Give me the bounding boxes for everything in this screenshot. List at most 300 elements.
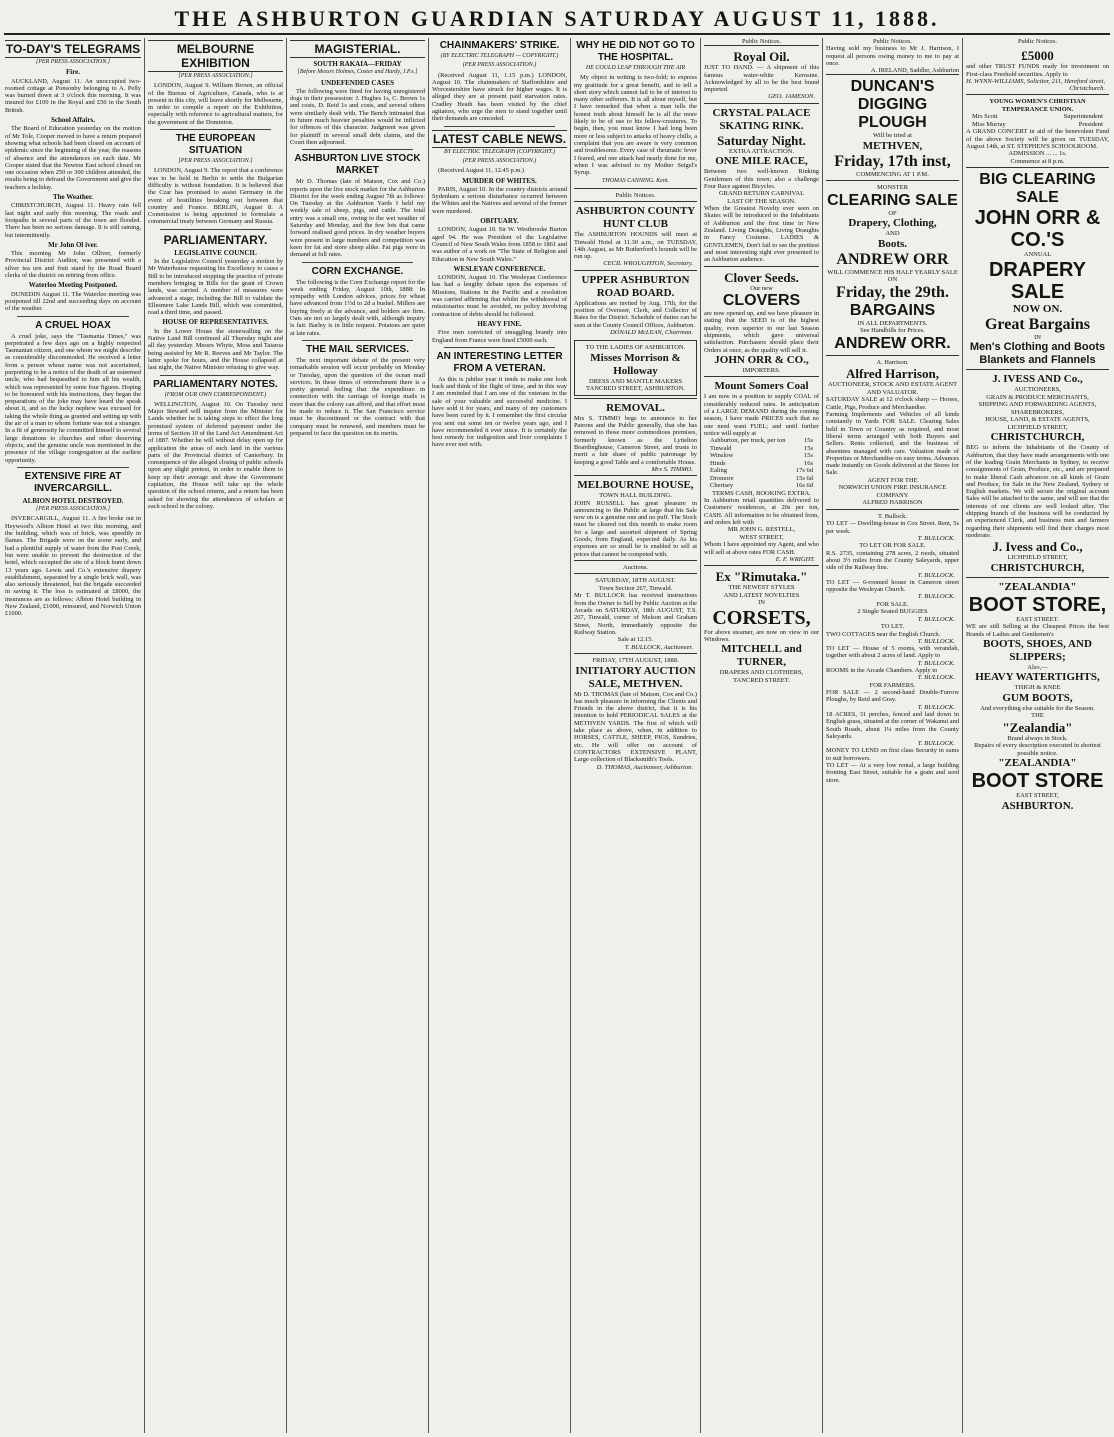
saturday-sale-place: Town Section 267, Tinwald. (598, 584, 673, 592)
wesleyan-text: LONDON, August 10. The Wesleyan Conference has had a lengthy debate upon the expenses of Missions, Stations in the Pacific and a resolution was carried affirming that whilst the withdrawal of missionaries must be avoided, no policy involving contraction of debts should be followed. (432, 274, 567, 318)
coal-rate-place: Hinds (710, 459, 726, 467)
ladies-ad (574, 340, 697, 396)
hospital-text: My object in writing is two-fold; to express my gratitude for a great benefit, and to tell a short story which cannot fail to be of interest to many other sufferers. It is all about myself, but I have remarked that when a man tells the honest truth about himself he is all the more likely to be of use to his fellow-creatures. To begin, then, you must know I had long been more or less subject to attacks of heavy chills, a complaint that you are aware is very common and troublesome. Every case of rheumatic fever I feared, and one attack had nearly done for me, when I was advised to try Mother Seigel's Syrup. (574, 74, 697, 177)
royal-oil-ad (704, 45, 819, 102)
now-on: NOW ON. (1012, 302, 1063, 315)
handbills: See Handbills for Prices. (860, 327, 925, 335)
coal-rate-price: 15s (803, 437, 813, 445)
trust-funds-ad (966, 45, 1109, 94)
boots-label: Boots. (877, 237, 908, 250)
lend-text: and other TRUST FUNDS ready for investment on First-class Freehold securities. Apply to (966, 63, 1109, 78)
hunt-ad (574, 201, 697, 269)
cottages: TWO COTTAGES near the English Church. (826, 630, 941, 638)
wesleyan-head: WESLEYAN CONFERENCE. (453, 264, 546, 273)
strike-sub: (BY ELECTRIC TELEGRAPH — COPYRIGHT.) (440, 53, 559, 59)
plough-ad (826, 74, 959, 180)
saturday-night: Saturday Night. (717, 132, 806, 148)
heavy-fine-text: Five men convicted of smuggling brandy into England from France were fined £5000 each. (432, 329, 567, 344)
ploughs-text: FOR SALE — 2 second-hand Double-Furrow Ploughs, by Reid and Gray. (826, 689, 959, 704)
magisterial-bench: [Before Messrs Holmes, Coster and Hardy, J.P.s.] (297, 69, 418, 76)
coal-rate-row (704, 445, 819, 453)
corn-title: CORN EXCHANGE. (311, 265, 404, 277)
orr-annual-ad (966, 167, 1109, 369)
friday-sale-title: INITIATORY AUCTION SALE, METHVEN. (575, 664, 696, 690)
hunt-title: ASHBURTON COUNTY HUNT CLUB (575, 205, 696, 231)
olliver-head: Mr John Ol iver. (48, 240, 98, 249)
column-7 (822, 38, 962, 1433)
ashburton: ASHBURTON. (1001, 799, 1074, 812)
bullock-signature: T. BULLOCK. (917, 534, 955, 542)
blankets-flannels: Blankets and Flannels (979, 354, 1096, 367)
coal-rate-place: Winslow (710, 452, 734, 460)
royal-oil-title: Royal Oil. (733, 49, 790, 65)
notices-label: Public Notices. (741, 38, 782, 45)
coal-rate-row (704, 460, 819, 468)
clover-title: Clover Seeds. (724, 269, 799, 285)
corsets-heading: CORSETS, (712, 606, 811, 629)
fire-text: AUCKLAND, August 11. An unoccupied two-roomed cottage at Ponsonby belonging to A. Pelly was burned down at 3 o'clock this morning. It was insured for £100 in the Royal and £50 in the South British. (5, 77, 141, 114)
hospital-signature: THOMAS CANNING. Kent. (601, 178, 669, 185)
tancred-street: TANCRED STREET. (733, 676, 790, 684)
telegrams-title: TO-DAY'S TELEGRAMS (5, 42, 141, 56)
officers-list (966, 113, 1109, 128)
clover-text: are now opened up, and we have pleasure in stating that the SEED is of the highest quality, even superior to our last Season shipments, which gave universal satisfaction. Purchasers should place their Orders at once, as the quality will sell it. (704, 310, 819, 354)
inver-fire-title: EXTENSIVE FIRE AT INVERCARGILL. (24, 470, 122, 494)
let-dwelling: TO LET — Dwelling-house in Cox Street. Rent, 5s per week. (826, 520, 959, 535)
harrison-ad (826, 355, 959, 509)
olliver-text: This morning Mr John Olliver, formerly Provincial District Auditor, was presented with a silver tea urn and fruit stand by the Road Board clerks of the district on retiring from office. (5, 250, 141, 280)
monster: MONSTER (876, 184, 909, 192)
coal-rate-row (704, 452, 819, 460)
melbourne-house-text: JOHN RUSSELL has great pleasure in announcing to the Public at large that his Sale now on is a genuine one and no puff. The Stock must be cleared out this month to make room for a large and assorted shipment of Spring Goods, from England, expected daily. As his expenses are so small he is enabled to sell at prices that cannot be competed with. (574, 499, 697, 558)
grand-carnival: GRAND RETURN CARNIVAL (718, 190, 805, 198)
terms-text: In Ashburton retail quantities delivered to Customers' residences, at 20s per ton, CASH. All information to be obtained from, and orders left with (704, 497, 819, 526)
all-departments: IN ALL DEPARTMENTS. (857, 319, 928, 327)
hospital-title: WHY HE DID NOT GO TO THE HOSPITAL. (576, 40, 695, 63)
latest-received: (Received August 11, 12.45 p.m.) (438, 167, 525, 175)
coal-rate-price: 16s 6d (795, 482, 813, 490)
melbourne-house-ad (574, 475, 697, 560)
officer-role: President (1078, 120, 1103, 128)
waterloo-text: DUNEDIN August 11. The Waterloo meeting was postponed till 22nd and succeeding days on account of the weather. (5, 290, 141, 313)
west-street: WEST STREET, (739, 533, 784, 541)
ivess-name: J. IVESS AND Co., (992, 373, 1083, 386)
ivess-service-line: LICHFIELD STREET, (1007, 423, 1068, 431)
council-head: LEGISLATIVE COUNCIL (174, 248, 257, 257)
telegrams-source: [PER PRESS ASSOCIATION.] (35, 59, 111, 65)
terms-cash: TERMS CASH, BOOKING EXTRA. (712, 489, 811, 497)
officer-row (966, 121, 1109, 129)
friday-sale-ad (574, 653, 697, 773)
column-4 (428, 38, 570, 1433)
commencing-time: COMMENCING AT 1 P.M. (856, 170, 929, 178)
bullock-signature: T. BULLOCK. (917, 674, 955, 682)
road-board-text: Applications are invited by Aug. 17th, for the position of Overseer, Clerk, and Collector of Rates for the District. Schedule of duties can be seen at the County Council Offices, Ashburton. (574, 299, 697, 329)
ivess-services (966, 394, 1109, 432)
column-8 (962, 38, 1112, 1433)
coal-rates-table (704, 437, 819, 490)
repairs-text: Repairs of every description executed in shortest possible notice. (974, 742, 1101, 757)
christchurch: CHRISTCHURCH, (990, 431, 1085, 444)
notices-label: Public Notices. (1017, 38, 1058, 45)
one-mile-race: ONE MILE RACE, (715, 155, 808, 168)
road-board-ad (574, 270, 697, 338)
coal-rate-price: 16s (803, 459, 813, 467)
separator (302, 340, 413, 341)
albion-source: [PER PRESS ASSOCIATION.] (35, 506, 111, 513)
farming-text: Farming Implements and Vehicles of all kinds constantly in Yards FOR SALE. Clearing Sales held in Town or Country as required, and most liberal terms arranged with both Buyers and Sellers. Rents collected, and the business of absentees managed with care. Valuation made of Properties or Merchandise on easy terms. Advances made instantly on Goods delivered at the Stores for Sale. (826, 411, 959, 477)
friday-29th: Friday, the 29th. (836, 283, 949, 301)
clovers-heading: CLOVERS (722, 292, 801, 310)
bargains: BARGAINS (849, 301, 936, 319)
rimutaka-ad (704, 565, 819, 686)
corsets-text: For above steamer, are now on view in our Windows. (704, 628, 819, 643)
magisterial-sub: SOUTH RAKAIA—FRIDAY (313, 60, 402, 68)
mount-somers-coal-ad (704, 376, 819, 565)
latest-cable-title: LATEST CABLE NEWS. (432, 131, 567, 146)
mount-somers-title: Mount Somers Coal (714, 380, 809, 393)
boot-store: BOOT STORE, (968, 593, 1107, 616)
coal-rate-place: Ealing (710, 467, 727, 475)
ladies-address: TANCRED STREET, ASHBURTON. (586, 385, 685, 393)
separator (160, 229, 271, 230)
clearing-sale: CLEARING SALE (827, 191, 958, 209)
the-label: THE (1031, 712, 1044, 720)
fire-head: Fire. (65, 68, 81, 77)
east-street: EAST STREET. (1016, 615, 1059, 623)
heavy-fine-head: HEAVY FINE. (477, 319, 522, 328)
house-text: In the Lower House the stonewalling on the Native Land Bill continued all Thursday night and all day yesterday. Messrs Whyte, Moss and Taiaroa being assisted by Mr R. Reeves and Mr Taylor. The latter spoke for hours, and the House collapsed at last night, the Native Minister refusing to give way. (148, 327, 283, 372)
alfred-signature: ALFRED HARRISON (862, 499, 923, 507)
notices-header (574, 188, 697, 202)
coal-rate-place: Tinwald (710, 444, 732, 452)
officer-name: Miss Murray (972, 120, 1006, 128)
christchurch-2: CHRISTCHURCH, (990, 561, 1085, 574)
annual-label: ANNUAL (1023, 251, 1052, 259)
agent-for: AGENT FOR THE (867, 476, 918, 484)
coal-rate-row (704, 475, 819, 483)
saturday-sale-signature: T. BULLOCK, Auctioneer. (624, 643, 693, 651)
ivess-service-line: HOUSE, LAND, & ESTATE AGENTS, (985, 416, 1090, 424)
latest-novelties: AND LATEST NOVELTIES (723, 591, 800, 599)
arcade-rooms: ROOMS in the Arcade Chambers. Apply to (826, 667, 938, 674)
magisterial-title: MAGISTERIAL. (290, 40, 425, 58)
bullock-signature: T. BULLOCK. (917, 593, 955, 601)
separator (17, 316, 129, 317)
removal-ad (574, 398, 697, 475)
carnival-text: When the Greatest Novelty ever seen on Skates will be introduced to the Inhabitants of Ashburton and the first time in New Zealand. Living Draughts, Living Draughts in Fancy Costume. LADIES & GENTLEMEN, Don't fail to see the prettiest and most interesting sight ever presented to an Ashburton audience. (704, 205, 819, 264)
ivess-signature: J. Ivess and Co., (992, 539, 1083, 555)
thigh-knee: THIGH & KNEE (1014, 684, 1061, 692)
strike-text: (Received August 11, 1.15 p.m.) LONDON, August 10. The chainmakers of Staffordshire and Worcestershire have struck for higher wages. It is alleged they are at present paid starvation rates. Cradley Heath has been visited by the chief agitators, who urge the men to stand together until their demands are conceded. (432, 71, 567, 123)
boots-shoes: BOOTS, SHOES, AND (983, 637, 1092, 650)
letter-text: As this is jubilee year it tends to make one look back and think of the flight of time, and in this way I am reminded that I am one of the veterans in the sale of your valuable and successful medicine. I have sold it for years, and many of my customers have been cured by it. I remember the first circular you sent out some ten or twelve years ago, and I have recommended it ever since. It is certainly the best remedy for indigestion and liver complaints I have ever met with. (432, 375, 567, 449)
drapery-sale: DRAPERY SALE (988, 258, 1087, 303)
friday-17th: Friday, 17th inst, (834, 152, 951, 170)
let-house: TO LET — House of 5 rooms, with verandah, together with about 2 acres of land. Apply to (826, 645, 959, 660)
bullock-head: T. Bullock. (878, 512, 907, 520)
tried-at: Will be tried at (873, 132, 912, 140)
separator (444, 347, 555, 348)
ireland-signature: A. IRELAND, Saddler, Ashburton (870, 67, 959, 75)
albion-text: INVERCARGILL, August 11. A fire broke out in Heywood's Albion Hotel at two this morning, and the building, which was of brick, was speedily in flames. The Brigade were on the scene early, and had a plentiful supply of water from the Post Creek, but were unable to prevent the destruction of the hotel, which occupied the site of a block burnt down 13 years ago. Lewis and Co.'s extensive drapery establishment, separated by a single brick wall, was also seriously threatened, but the brigade succeeded in saving it. The loss is estimated at £8000, the insurances are as follows: Albion Hotel building in New Zealand, £1000, reinsured, and Norwich Union £1000. (5, 515, 141, 618)
corn-text: The following is the Corn Exchange report for the week ending Friday, August 10th, 1888: In sympathy with London advices, prices for wheat have advanced from 1½d to 2d a bushel. Millers are buying freely at the advance, and holders are firm. Oats are not so largely dealt with, although inquiry is fair. Barley is in little request. Potatoes are quiet at late rates. (290, 278, 425, 337)
european-title: THE EUROPEAN SITUATION (175, 133, 256, 157)
big-clearing: BIG CLEARING SALE (979, 171, 1096, 207)
bullock-signature: T. BULLOCK. (917, 571, 955, 579)
rs-text: R.S. 2735, containing 278 acres, 2 roods, situated about 3½ miles from the County Saleyards, upper side of the Railway line. (826, 549, 959, 572)
mile-race-text: Between two well-known Rinking Gentlemen of this town; also a challenge Four Race against Bicycles. (704, 168, 819, 190)
coal-rate-row (704, 482, 819, 490)
rimutaka-title: Ex "Rimutaka." (715, 569, 808, 585)
friday-sale-signature: D. THOMAS, Auctioneer, Ashburton. (596, 763, 693, 771)
corsets-in: IN (758, 599, 765, 607)
saturday-sale-time: Sale at 12.15. (617, 636, 654, 644)
ivess-auctioneers: AUCTIONEERS, (1014, 386, 1061, 394)
alfred-harrison: Alfred Harrison, (846, 366, 939, 382)
bullock-signature: T. BULLOCK. (917, 659, 955, 667)
letter-title: AN INTERESTING LETTER FROM A VETERAN. (436, 350, 563, 374)
officer-name: Mrs Scott (972, 113, 998, 121)
obituary-text: LONDON, August 10. Sir W. Westbrooke Burton aged 94. He was President of the Legislative Council of New South Wales from 1858 to 1861 and was author of a work on "The State of Religion and Education in New South Wales." (432, 226, 567, 263)
school-text: The Board of Education yesterday on the motion of Mr Tole, Cooper moved to have a return prepared showing what schools had been closed on account of epidemic since the beginning of the year, the reasons of absence and the attendances on each date. Mr Cooper stated that the Newton East school closed on one occasion when 250 or 300 children attended, the results being to defraud the Government and give the teachers a holiday. (5, 125, 141, 191)
weather-text: CHRISTCHURCH, August 11. Heavy rain fell last night and early this morning. The roads and footpaths in several parts of the town are flooded. There has been no serious damage. It is still raining, but intermittently. (5, 202, 141, 239)
magisterial-text: The following were fined for having unregistered dogs in their possession: J. Hughes 1s, C. Brown 1s and costs, D. Reid 1s and costs, and several others were similarly dealt with. The Bench intimated that in future much heavier penalties would be inflicted for offences of this character. Judgment was given for plaintiff in several small debt claims, and the Court then adjourned. (290, 87, 425, 146)
lend-amount: £5000 (1021, 48, 1054, 64)
admission: ADMISSION ... ... 1s. (1008, 150, 1067, 158)
coal-rate-row (704, 467, 819, 475)
column-5 (570, 38, 700, 1433)
coal-rate-place: Dromore (710, 474, 734, 482)
east-street-2: EAST STREET, (1016, 792, 1059, 800)
ivess-text: BEG to inform the Inhabitants of the County of Ashburton, that they have made arrangements with one of the leading Grain Merchants in Sydney, to receive consignments of Grain, Produce, etc., and are prepared to make liberal Cash advances on all kinds of Grain and Produce, for Sale in the New Zealand, Sydney or English markets. We will secure the original account Sales will be attached to the same, and will see that the interests of our clients are well looked after. The shipping branch of the business will be conducted by an experienced Clerk, and business men and farmers regarding their shipments will find their charges most moderate. (966, 444, 1109, 539)
ivess-service-line: GRAIN & PRODUCE MERCHANTS, (986, 393, 1089, 401)
undefended-head: UNDEFENDED CASES (321, 78, 394, 87)
mount-somers-text: I am now in a position to supply COAL of considerably reduced rates. In anticipation of a LARGE DEMAND during the coming season, I have made PRICES such that no one need want FUEL; and until further notice will supply at (704, 393, 819, 437)
mail-text: The next important debate of the present very remarkable session will occur probably on Monday or Tuesday, upon the question of the ocean mail services. In these times of retrenchment there is a pretty general feeling that the expenditure in connection with the carriage of foreign mails is more than the colony can afford, and that effort must be made to reduce it. The San Francisco service must be discontinued or the contract with that company must be renewed, and members must be prepared to face the question on its merits. (290, 356, 425, 437)
column-3 (286, 38, 428, 1433)
separator (160, 375, 271, 376)
methven: METHVEN, (862, 139, 923, 152)
separator (302, 262, 413, 263)
mens-clothing: Men's Clothing and Boots (969, 341, 1106, 354)
livestock-title: ASHBURTON LIVE STOCK MARKET (294, 153, 421, 177)
acres-text: 18 ACRES, 31 perches, fenced and laid down in English grass, situated at the corner of Wakanui and South Roads, about 1¼ miles from the County Saleyards. (826, 710, 959, 740)
selling-text: WE are still Selling at the Cheapest Prices the best Brands of Ladies and Gentlemen's (966, 623, 1109, 638)
separator (160, 129, 271, 130)
separator (444, 126, 555, 127)
wright-signature: E. F. WRIGHT. (775, 555, 815, 563)
everything-text: And everything else suitable for the Season. (980, 704, 1095, 712)
albion-head: ALBION HOTEL DESTROYED. (22, 496, 124, 505)
separator (302, 149, 413, 150)
bullock-signature: T. BULLOCK. (917, 615, 955, 623)
coal-rate-place: Ashburton, per truck, per ton (710, 437, 786, 445)
friday-sale-date: FRIDAY, 17TH AUGUST, 1888. (592, 657, 679, 665)
exhibition-source: [PER PRESS ASSOCIATION.] (178, 73, 253, 79)
coal-rate-price: 15s (803, 452, 813, 460)
harrison-notice: Having sold my business to Mr J. Harrison, I request all persons owing money to me to pay at once. (826, 45, 959, 67)
strike-source: (PER PRESS ASSOCIATION.) (462, 62, 537, 69)
will-commence: WILL COMMENCE HIS HALF YEARLY SALE ON (827, 268, 958, 284)
ladies-head: TO THE LADIES OF ASHBURTON. (585, 344, 686, 352)
and-label: AND (885, 230, 900, 238)
road-board-signature: DONALD McLEAN, Chairman. (609, 328, 693, 336)
restell-name: MR JOHN G. RESTELL, (727, 526, 796, 534)
road-board-title: UPPER ASHBURTON ROAD BOARD. (581, 273, 690, 299)
slippers: SLIPPERS; (1009, 650, 1066, 663)
in-label: IN (1034, 333, 1041, 341)
mitchell-turner: MITCHELL and TURNER, (721, 643, 802, 669)
ivess-service-line: SHIPPING AND FORWARDING AGENTS, (978, 401, 1097, 409)
ivess-ad (966, 369, 1109, 576)
removal-text: Mrs S. TIMMO begs to announce to her Patrons and the Public generally, that she has removed to those more commodious premises, formerly known as the Lyttelton Boardinghouse, Cameron Street, and trusts to merit a fair share of public patronage by keeping a good Table and a comfortable House. (574, 414, 697, 466)
lend-signature: H. WYNN-WILLIAMS, Solicitor, 211, Hereford street, Christchurch. (966, 77, 1105, 93)
let-or-sale: TO LET OR FOR SALE. (859, 542, 926, 550)
last-of-season: LAST OF THE SEASON. (727, 197, 796, 205)
crystal-palace-title: CRYSTAL PALACE SKATING RINK. (712, 106, 811, 132)
orr-annual-name: JOHN ORR & CO.'S (974, 207, 1101, 252)
weather-head: The Weather. (52, 193, 94, 202)
money-text: MONEY TO LEND on first class Security in sums to suit borrowers. (826, 747, 959, 762)
hunt-text: The ASHBURTON HOUNDS will meet at Tinwald Hotel at 11.30 a.m., on TUESDAY, 14th August, as Mr Rutherford's hounds will be run up. (574, 231, 697, 261)
extra-attraction: EXTRA ATTRACTION. (729, 147, 794, 155)
house-head: HOUSE OF REPRESENTATIVES. (162, 318, 269, 327)
heavy-watertights: HEAVY WATERTIGHTS, (975, 671, 1100, 684)
european-source: [PER PRESS ASSOCIATION.] (178, 158, 253, 165)
andrew-orr: ANDREW ORR (836, 250, 949, 268)
for-farmers: FOR FARMERS. (869, 681, 916, 689)
great-bargains: Great Bargains (984, 315, 1091, 333)
commence-time: Commence at 8 p.m. (1010, 157, 1065, 165)
removal-title: REMOVAL. (606, 401, 665, 414)
buggies: 2 Single Seated BUGGIES (857, 608, 928, 616)
boot-store-2: BOOT STORE (971, 770, 1104, 793)
mail-title: THE MAIL SERVICES. (306, 343, 409, 355)
gum-boots: GUM BOOTS, (1002, 691, 1073, 704)
saturday-sale: SATURDAY SALE at 12 o'clock sharp — Horses, Cattle, Pigs, Produce and Merchandise. (826, 396, 959, 411)
zealandia-name: "ZEALANDIA" (998, 580, 1077, 593)
melbourne-house-sub: TOWN HALL BUILDING. (599, 492, 672, 500)
saturday-sale-date: SATURDAY, 18TH AUGUST. (595, 577, 676, 585)
hoax-text: A cruel joke, says the "Tasmania Times," was perpetrated a few days ago on a highly respected Tasmanian citizen, and one whom we might describe as considerably discommoded. He received a letter from a person whose name was not ascertained, purporting to be a notice of the death of an esteemed uncle, who had bequeathed to him all his wealth, which was represented by some four figures. Hoping to be honoured with his instructions, they began the preparations of the joke may have heard the speak about it, and so the lucky nephew was excused for taking the whole thing as granted and setting up with the air of a man to whom fortune was not a stranger. In a fit of generosity he committed himself to several large donations to churches and other deserving objects, and the genuine uncle was mentioned in the presence of the village congregation at the earliest opportunity. (5, 332, 141, 464)
waterloo-head: Waterloo Meeting Postponed. (28, 281, 118, 290)
ivess-service-line: SHAREBROKERS, (1011, 408, 1064, 416)
hoax-title: A CRUEL HOAX (35, 319, 111, 331)
officer-role: Superintendent (1063, 113, 1103, 121)
masthead-rule (4, 33, 1110, 35)
orr-clearing-ad (826, 180, 959, 355)
bullock-signature: T. BULLOCK. (917, 703, 955, 711)
hospital-sub: HE COULD LEAP THROUGH THE AIR (585, 65, 686, 71)
let-cameron: TO LET — 6-roomed house in Cameron street opposite the Wesleyan Church. (826, 578, 959, 594)
zealandia-brand: "Zealandia" (1002, 719, 1073, 735)
latest-sub: BY ELECTRIC TELEGRAPH (COPYRIGHT.) (444, 148, 555, 155)
bullock-signature: T. BULLOCK. (917, 637, 955, 645)
of-label: OF (888, 209, 897, 217)
harrison-head: A. Harrison. (876, 358, 909, 366)
for-sale: FOR SALE. (876, 600, 909, 608)
concert-text: A GRAND CONCERT in aid of the benevolent Fund of the above Society will be given on TUESDAY, August 14th, at ST. STEPHEN'S SCHOOLROOM. (966, 128, 1109, 151)
zealandia-ad (966, 577, 1109, 815)
notes-title: PARLIAMENTARY NOTES. (153, 378, 278, 390)
strike-title: CHAINMAKERS' STRIKE. (439, 40, 560, 51)
exhibition-title: MELBOURNE EXHIBITION (148, 40, 283, 72)
masthead: THE ASHBURTON GUARDIAN SATURDAY AUGUST 11, 1888. (174, 6, 940, 31)
notices-label: Public Notices. (615, 191, 656, 199)
royal-oil-signature: GEO. JAMESON. (768, 93, 815, 101)
royal-oil-text: JUST TO HAND. — A shipment of this famous water-white Kerosine. Acknowledged by all to be the best brand imported. (704, 64, 819, 94)
bullock-signature: T. BULLOCK. (917, 740, 955, 748)
saturday-sale-text: Mr T. BULLOCK has received instructions from the Owner to Sell by Public Auction at the Arcade on SATURDAY, 18th AUGUST, T.S. 267, Tinwald, corner of Melson and Graham Street, North, immediately opposite the Railway Station. (574, 592, 697, 636)
skating-rink-ad (704, 103, 819, 266)
alfred-sub: AUCTIONEER, STOCK AND ESTATE AGENT AND VALUATOR. (827, 381, 958, 396)
coal-rate-price: 15s (803, 444, 813, 452)
notes-text: WELLINGTON, August 10. On Tuesday next Major Steward will inquire from the Minister for Lands whether he is taking steps to effect the long promised system of deferred payment under the terms of Section 10 of the Land Act Amendment Act of 1887. Whether he will without delay open up for application the areas of such land in the various parts of the Provincial district of Canterbury. In consequence of the alleged closing of public schools upon any slight pretext, in order to enable them to keep up their average and draw the Government capitation, the House will take up the whole question of the school returns, and a return has been asked for showing the attendances of scholars at each school in the colony. (148, 400, 283, 510)
coal-rate-price: 17s 6d (795, 467, 813, 475)
norwich-union: NORWICH UNION FIRE INSURANCE COMPANY (838, 484, 947, 499)
council-text: In the Legislative Council yesterday a motion by Mr Waterhouse requesting his Excellency to cause a Bill to be introduced stopping the practice of private members bringing in Bills for the grant of Crown lands, was carried. A number of measures were advanced a stage, including the Bill to validate the Ellesmere Lake Lands Bill, which was committed, read a third time, and passed. (148, 258, 283, 317)
column-1 (2, 38, 144, 1433)
coal-rate-place: Chertsey (710, 482, 734, 490)
exhibition-text: LONDON, August 9. William Brown, an official of the Bureau of Agriculture, Canada, who is at present in this city, will leave shortly for Melbourne, in order to compile a report on the Exhibition, especially with reference to agricultural matters, for the government of the Dominion. (148, 82, 283, 126)
andrew-orr-signature: ANDREW ORR. (834, 334, 951, 352)
notices-label: Public Notices. (872, 38, 913, 45)
auctions-header (574, 560, 697, 574)
officer-row (966, 113, 1109, 121)
obituary-head: OBITUARY. (480, 217, 519, 226)
ladies-title: Misses Morrison & Holloway (590, 351, 681, 377)
melbourne-house-title: MELBOURNE HOUSE, (577, 479, 694, 492)
let-building: TO LET — At a very low rental, a large building fronting East Street, suitable for a grain and seed store. (826, 762, 959, 784)
murder-text: PARIS, August 10. In the country districts around Sydenham a serious disturbance occurred between the Whites and the Natives and several of the former were murdered. (432, 185, 567, 215)
drapery-clothing: Drapery, Clothing, (848, 217, 937, 230)
saturday-sale-ad (574, 573, 697, 653)
removal-signature: Mrs S. TIMMO. (651, 465, 693, 473)
ywctu-ad (966, 94, 1109, 167)
hunt-signature: CECIL WROUGHTON, Secretary. (603, 260, 693, 268)
school-head: School Affairs. (51, 116, 95, 125)
john-orr-name: JOHN ORR & CO., (714, 353, 809, 366)
european-text: LONDON, August 9. The report that a conference was to be held in Berlin to settle the Bulgarian difficulty is without foundation. It is believed that the Czar has promised to assist Germany in the event of hostilities breaking out between that country and France. BERLIN, August 8. A Commission is being appointed to formulate a commercial treaty between Germany and Russia. (148, 167, 283, 226)
coal-rate-row (704, 437, 819, 445)
ladies-sub: DRESS AND MANTLE MAKERS (589, 377, 682, 385)
murder-head: MURDER OF WHITES. (462, 176, 537, 185)
west-text: Whom I have appointed my Agent, and who will sell at above rates FOR CASH. (704, 541, 819, 556)
coal-rate-price: 15s 6d (795, 474, 813, 482)
ywctu-title: YOUNG WOMEN'S CHRISTIAN TEMPERANCE UNION. (989, 98, 1086, 113)
separator (17, 467, 129, 468)
to-let: TO LET. (880, 623, 905, 631)
column-6 (700, 38, 822, 1433)
bullock-ads (826, 509, 959, 786)
clover-seeds-ad (704, 266, 819, 377)
latest-source: (PER PRESS ASSOCIATION.) (462, 157, 537, 164)
digging-plough: DIGGING PLOUGH (857, 96, 928, 132)
drapers-clothiers: DRAPERS AND CLOTHIERS, (719, 669, 804, 677)
clover-sub: Our new (750, 284, 773, 292)
newest-styles: THE NEWEST STYLES (728, 584, 795, 592)
friday-sale-text: Mr D. THOMAS (late of Matson, Cox and Co.) has much pleasure in informing the Clients and Friends in the above district, that it is his intention to hold PERIODICAL SALES at the METHVEN YARDS. The first of which will take place as above, when, in addition to HORSES, CATTLE, SHEEP, PIGS, Sundries, etc. He will offer on account of CONTRACTORS EXTENSIVE PLANT, Large collection of Blacksmith's Tools. (574, 690, 697, 764)
duncans: DUNCAN'S (850, 78, 935, 96)
livestock-text: Mr D. Thomas (late of Matson, Cox and Co.) reports upon the live stock market for the Ashburton District for the week ending August 7th as follows: On Tuesday at the Ashburton Yards I held my weekly sale of sheep, pigs, and cattle. The total entry was a small one, owing to the wet weather of Saturday and Monday, and the few lots that came forward realised good prices. In dry weather buyers were present in large numbers and competition was keen for fat and store sheep alike. Fat pigs were in demand at full rates. (290, 178, 425, 259)
lichfield-street: LICHFIELD STREET, (1007, 554, 1068, 562)
notes-source: (FROM OUR OWN CORRESPONDENT.) (164, 391, 267, 398)
also-label: Also,— (1027, 663, 1048, 671)
brand-stock: Brand always in Stock. (1007, 734, 1068, 742)
auctions-label: Auctions. (622, 563, 649, 571)
parliament-title: PARLIAMENTARY. (163, 232, 268, 247)
